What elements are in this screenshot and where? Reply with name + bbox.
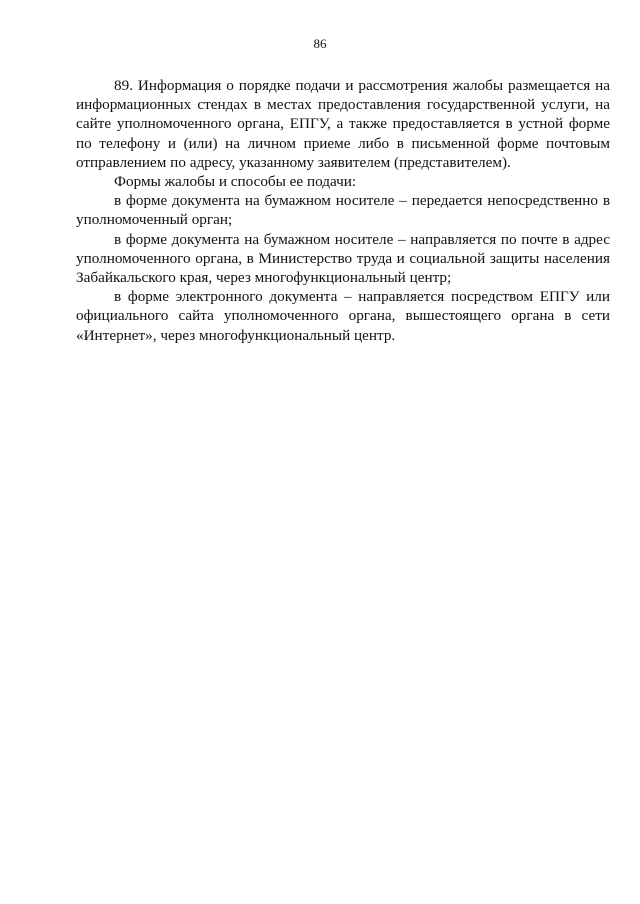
paragraph-complaint-info: 89. Информация о порядке подачи и рассмотрения жалобы размещается на информационных стендах в местах предоставления государственной услуги, на сайте уполномоченного органа, ЕПГУ, а также предоставляется в устной форме по телефону и (или) на личном приеме либо в письменной форме почтовым отправлением по адресу, указанному заявителем (представителем).: [76, 77, 610, 171]
document-body: [76, 76, 610, 345]
paragraph-electronic: в форме электронного документа – направляется посредством ЕПГУ или официального сайта уполномоченного органа, вышестоящего органа в сети «Интернет», через многофункциональный центр.: [76, 288, 610, 344]
paragraph-paper-mail: в форме документа на бумажном носителе – направляется по почте в адрес уполномоченного органа, в Министерство труда и социальной защиты населения Забайкальского края, через многофункциональный центр;: [76, 230, 610, 287]
paragraph-paper-direct: в форме документа на бумажном носителе – передается непосредственно в уполномоченный орган;: [76, 192, 610, 229]
paragraph-complaint-forms-heading: Формы жалобы и способы ее подачи:: [114, 173, 357, 191]
page-number: 86: [313, 36, 327, 51]
